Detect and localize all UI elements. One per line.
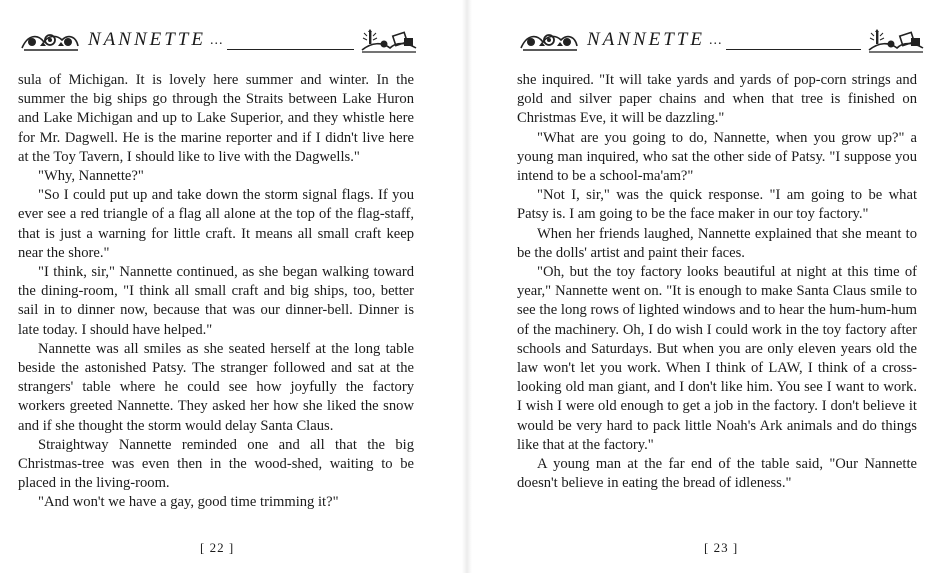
- running-header-right: [517, 26, 925, 56]
- page-body-left: [18, 71, 414, 513]
- paragraph: she inquired. "It will take yards and yards of pop-corn strings and gold and silver paper chains and when that tree is finished on Christmas Eve, it will be dazzling.": [517, 72, 917, 127]
- header-title: NANNETTE: [587, 29, 705, 50]
- paragraph: "Not I, sir," was the quick response. "I am going to be what Patsy is. I am going to be the face maker in our toy factory.": [517, 187, 917, 223]
- page-number: [ 22 ]: [200, 540, 235, 555]
- header-dots: ...: [209, 33, 224, 48]
- page-number: [ 23 ]: [704, 540, 739, 555]
- right-page: [467, 0, 934, 573]
- header-dots: ...: [708, 33, 723, 48]
- header-rule: [227, 49, 354, 50]
- paragraph: "What are you going to do, Nannette, when you grow up?" a young man inquired, who sat the other side of Patsy. "I suppose you intend to be a school-ma'am?": [517, 129, 917, 185]
- candle-toys-ornament-icon: [867, 28, 925, 54]
- paragraph: When her friends laughed, Nannette explained that she meant to be the dolls' artist and paint their faces.: [517, 225, 917, 261]
- candle-toys-ornament-icon: [360, 28, 418, 54]
- header-title: NANNETTE: [88, 29, 206, 50]
- paragraph: Nannette was all smiles as she seated herself at the long table beside the astonished Patsy. The stranger followed and sat at the strangers' table where he could see how joyfully the factory workers greeted Nannette. They asked her how she liked the snow and if she thought the storm would delay Santa Claus.: [18, 340, 414, 434]
- paragraph: "I think, sir," Nannette continued, as she began walking toward the dining-room, "I think all small craft and big ships, too, better sail in to dinner now, because that was our dinner-bell. Dinner is late today. I should have helped.": [18, 264, 414, 338]
- page-body-right: [517, 71, 917, 493]
- paragraph: "And won't we have a gay, good time trimming it?": [38, 494, 339, 511]
- paragraph: Straightway Nannette reminded one and all that the big Christmas-tree was even then in the wood-shed, waiting to be placed in the living-room.: [18, 436, 414, 492]
- floral-ornament-icon: [18, 28, 82, 54]
- paragraph: "Oh, but the toy factory looks beautiful at night at this time of year," Nannette went on. "It is enough to make Santa Claus smile to see the long rows of lighted windows and to hear the hum-hum-hum of the machinery. Oh, I do wish I could work in the toy factory after schools and Saturdays. But when you are only eleven years old the law won't let you work. When I think of LAW, I think of a cross-looking old man giant, and I don't like him. You see I want to work. I wish I were old enough to get a job in the factory. I don't believe it would be very hard to pack little Noah's Ark animals and do things like that at the factory.": [517, 264, 917, 453]
- paragraph: sula of Michigan. It is lovely here summer and winter. In the summer the big ships go through the Straits between Lake Huron and Lake Michigan and up to Lake Superior, and they whistle here for Mr. Dagwell. He is the marine reporter and if I didn't live here at the Toy Tavern, I should like to live with the Dagwells.": [18, 72, 414, 165]
- paragraph: "Why, Nannette?": [38, 168, 144, 185]
- header-rule: [726, 49, 861, 50]
- paragraph: A young man at the far end of the table said, "Our Nannette doesn't believe in eating the bread of idleness.": [517, 456, 917, 492]
- paragraph: "So I could put up and take down the storm signal flags. If you ever see a red triangle of a flag all alone at the top of the flag-staff, that is just a warning for little craft. It means all small craft keep near the shore.": [18, 187, 414, 261]
- running-header-left: [18, 26, 418, 56]
- floral-ornament-icon: [517, 28, 581, 54]
